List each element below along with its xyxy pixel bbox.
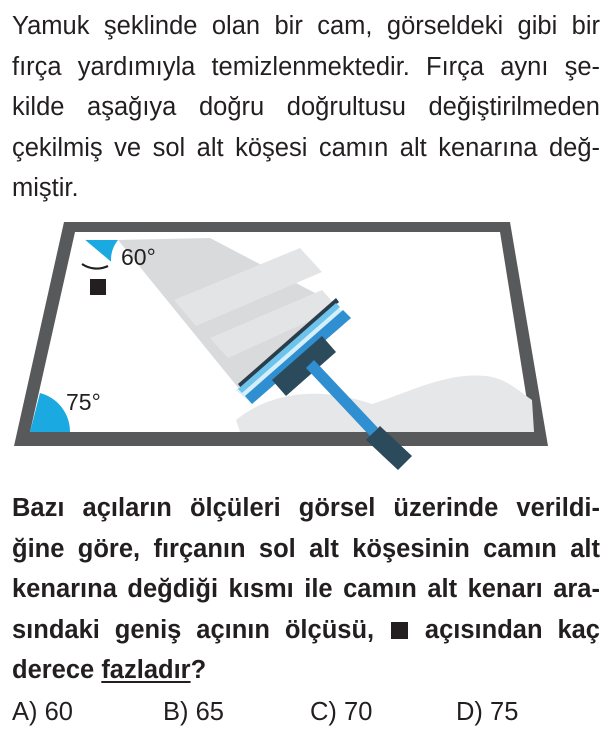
choice-letter: A) xyxy=(12,698,38,726)
question-line: Bazı açıların ölçüleri görsel üzerinde verildi- xyxy=(12,494,600,522)
choice-b[interactable] xyxy=(163,698,224,727)
choice-d[interactable] xyxy=(456,698,518,727)
answer-choices xyxy=(0,698,607,734)
square-angle-icon xyxy=(391,622,408,639)
windshield-figure xyxy=(0,215,607,475)
question-line-4 xyxy=(12,610,600,651)
question-line: kenarına değdiği kısmı ile camın alt kenarı ara- xyxy=(12,575,600,603)
intro-line: kilde aşağıya doğru doğrultusu değiştirilmeden xyxy=(12,93,600,121)
question-line-5 xyxy=(12,650,600,691)
question-line-5-start: derece xyxy=(12,656,102,684)
choice-value: 60 xyxy=(44,698,73,726)
choice-c[interactable] xyxy=(310,698,372,727)
choice-letter: B) xyxy=(163,698,189,726)
intro-line: Yamuk şeklinde olan bir cam, görseldeki gibi bir xyxy=(12,12,600,40)
choice-value: 75 xyxy=(490,698,519,726)
intro-line: miştir. xyxy=(12,174,79,202)
problem-intro xyxy=(12,6,600,209)
intro-line: fırça yardımıyla temizlenmektedir. Fırça aynı şe- xyxy=(12,52,600,81)
question-text xyxy=(12,488,600,691)
choice-letter: D) xyxy=(456,698,483,726)
intro-line: çekilmiş ve sol alt köşesi camın alt kenarına değ- xyxy=(12,133,600,162)
question-line-4-start: sındaki geniş açının ölçüsü, xyxy=(12,615,375,644)
unknown-angle-square-icon xyxy=(90,279,106,295)
choice-letter: C) xyxy=(310,698,337,726)
question-mark: ? xyxy=(190,656,207,684)
choice-a[interactable] xyxy=(12,698,73,727)
choice-value: 65 xyxy=(195,698,224,726)
question-line: ğine göre, fırçanın sol alt köşesinin camın alt xyxy=(12,534,600,563)
underlined-keyword: fazladır xyxy=(101,656,191,684)
question-line-4-end: açısından kaç xyxy=(424,615,600,644)
choice-value: 70 xyxy=(344,698,373,726)
angle-60-label: 60° xyxy=(121,244,156,270)
angle-75-label: 75° xyxy=(66,389,101,415)
